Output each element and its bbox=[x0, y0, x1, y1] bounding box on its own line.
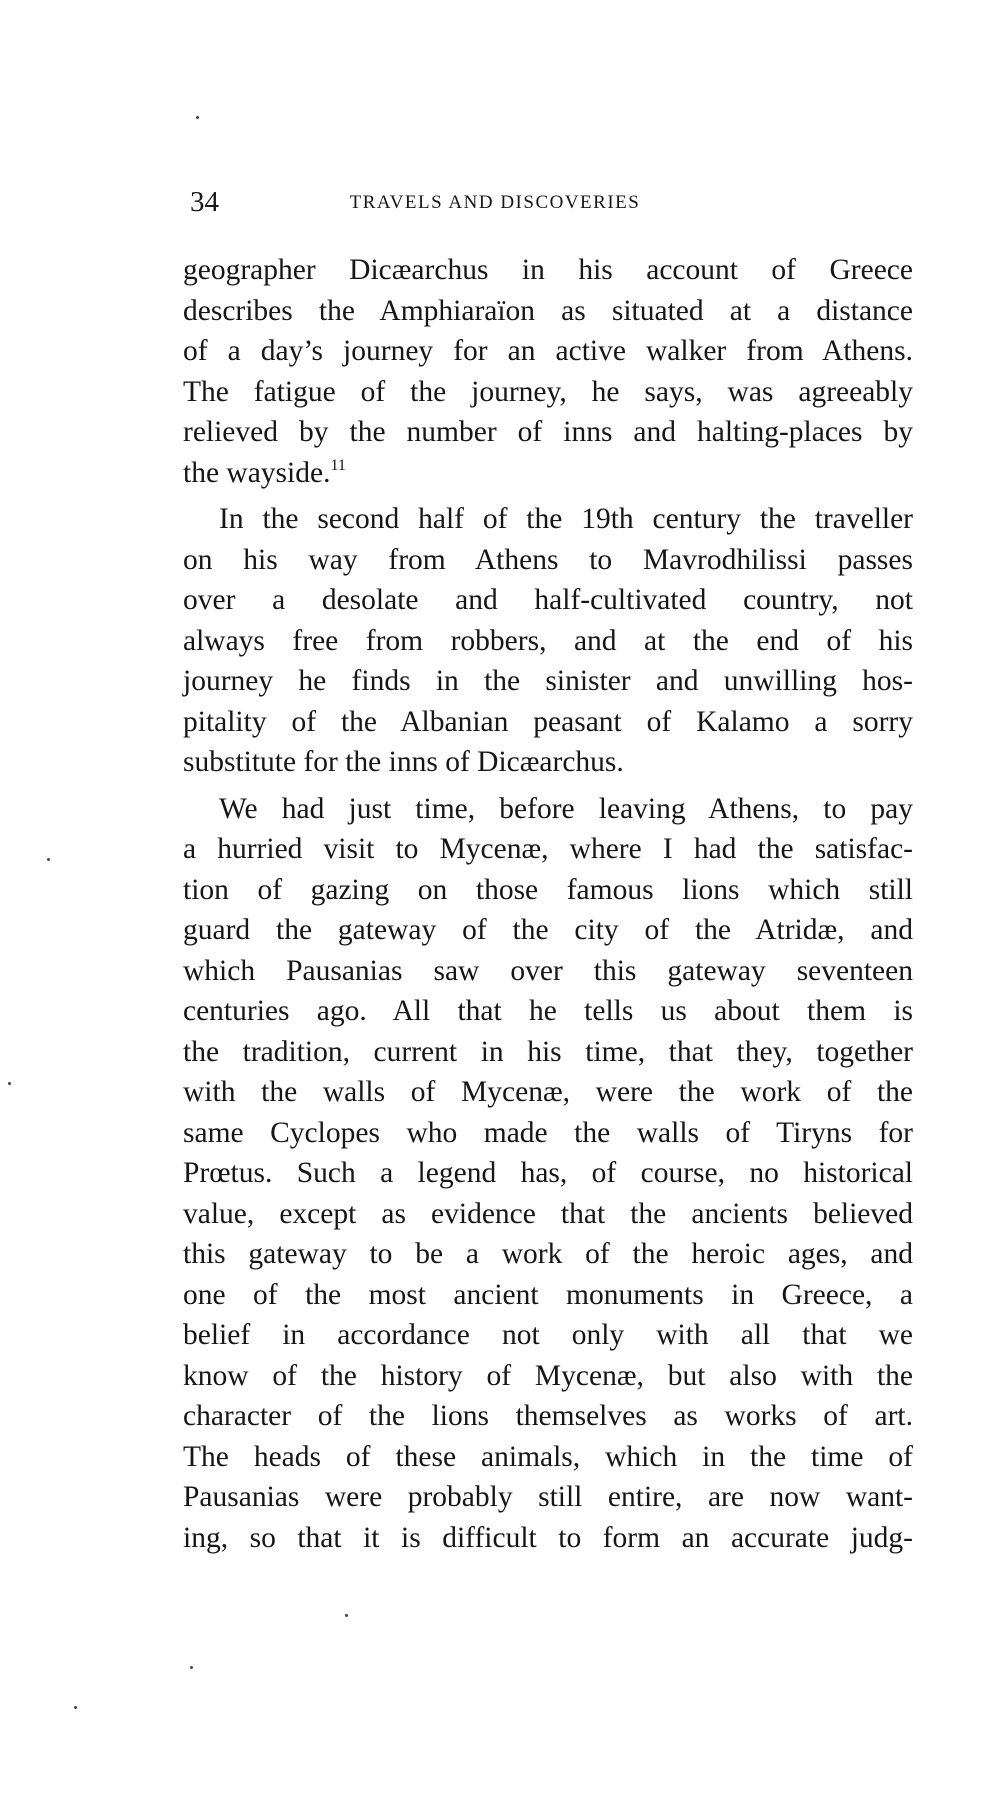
text-line: We had just time, before leaving Athens, to pay bbox=[219, 792, 913, 825]
text-line: belief in accordance not only with all that we bbox=[183, 1319, 913, 1351]
text-line: know of the history of Mycenæ, but also with the bbox=[183, 1359, 913, 1392]
text-line: The fatigue of the journey, he says, was agreeably bbox=[183, 375, 913, 408]
text-line: The heads of these animals, which in the time of bbox=[183, 1440, 913, 1473]
body-text bbox=[183, 250, 913, 1558]
paper-speck bbox=[345, 1614, 348, 1617]
text-line: this gateway to be a work of the heroic ages, and bbox=[183, 1238, 913, 1270]
running-head: TRAVELS AND DISCOVERIES bbox=[349, 192, 641, 213]
text-line: In the second half of the 19th century the traveller bbox=[219, 503, 913, 535]
text-line: with the walls of Mycenæ, were the work of the bbox=[183, 1076, 913, 1108]
footnote-reference: 11 bbox=[330, 456, 346, 474]
text-line: character of the lions themselves as works of art. bbox=[183, 1400, 913, 1432]
paragraph-3 bbox=[183, 789, 913, 1559]
text-line: over a desolate and half-cultivated country, not bbox=[183, 584, 913, 616]
paper-speck bbox=[190, 1666, 193, 1669]
text-line: on his way from Athens to Mavrodhilissi passes bbox=[183, 543, 913, 576]
text-line: centuries ago. All that he tells us about them is bbox=[183, 995, 913, 1027]
text-line: pitality of the Albanian peasant of Kalamo a sorry bbox=[183, 705, 913, 738]
text-line: value, except as evidence that the ancients believed bbox=[183, 1197, 913, 1230]
text-line: substitute for the inns of Dicæarchus. bbox=[183, 746, 624, 778]
text-line: always free from robbers, and at the end of his bbox=[183, 624, 913, 657]
text-line: tion of gazing on those famous lions which still bbox=[183, 873, 913, 906]
text-line: a hurried visit to Mycenæ, where I had the satisfac- bbox=[183, 833, 913, 865]
text-line: one of the most ancient monuments in Greece, a bbox=[183, 1278, 913, 1311]
text-line: guard the gateway of the city of the Atridæ, and bbox=[183, 914, 913, 946]
text-line: the tradition, current in his time, that they, together bbox=[183, 1035, 913, 1068]
paper-speck bbox=[8, 1082, 11, 1085]
text-line: geographer Dicæarchus in his account of Greece bbox=[183, 254, 913, 286]
paragraph-1 bbox=[183, 250, 913, 493]
page-header bbox=[190, 184, 730, 220]
text-line: the wayside. bbox=[183, 456, 331, 489]
page-number: 34 bbox=[190, 186, 219, 218]
text-line: same Cyclopes who made the walls of Tiryns for bbox=[183, 1116, 913, 1149]
paper-speck bbox=[74, 1706, 77, 1709]
text-line-last bbox=[183, 453, 913, 494]
text-line: describes the Amphiaraïon as situated at a distance bbox=[183, 294, 913, 327]
paragraph-2 bbox=[183, 499, 913, 783]
text-line: ing, so that it is difficult to form an accurate judg- bbox=[183, 1521, 913, 1554]
text-line: journey he finds in the sinister and unwilling hos- bbox=[183, 665, 913, 697]
paper-speck bbox=[47, 858, 50, 861]
text-line: which Pausanias saw over this gateway seventeen bbox=[183, 954, 913, 987]
text-line: Prœtus. Such a legend has, of course, no historical bbox=[183, 1157, 913, 1189]
text-line: Pausanias were probably still entire, are now want- bbox=[183, 1481, 913, 1513]
text-line: relieved by the number of inns and halting-places by bbox=[183, 416, 913, 448]
paper-speck bbox=[196, 116, 199, 119]
text-line: of a day’s journey for an active walker from Athens. bbox=[183, 335, 913, 367]
